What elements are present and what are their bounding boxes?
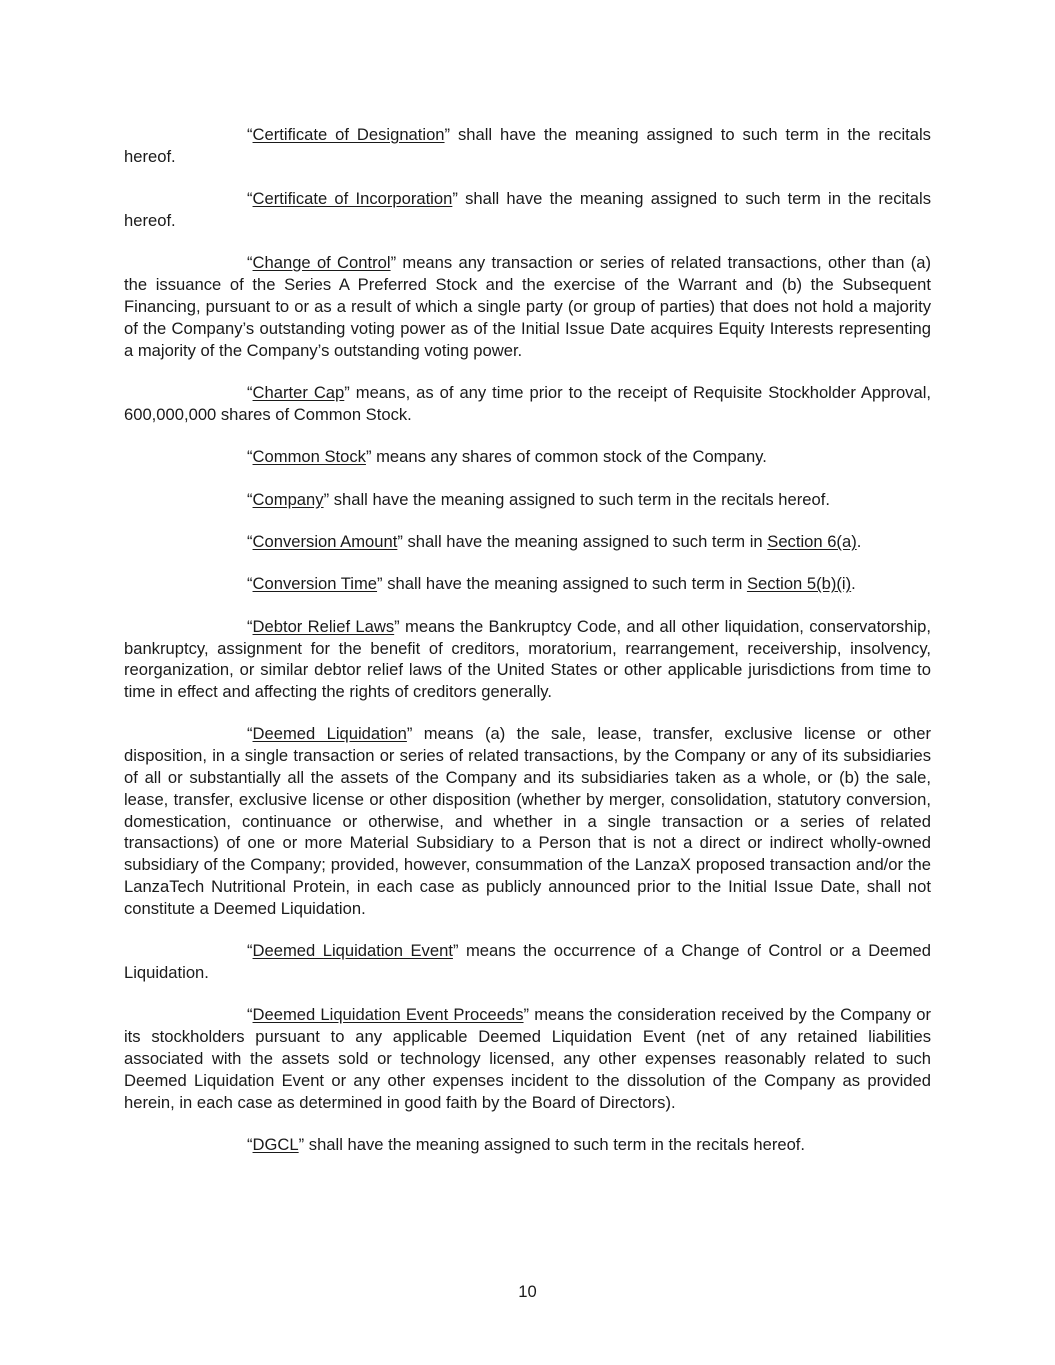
definition-deemed-liquidation-event-proceeds: “Deemed Liquidation Event Proceeds” means the consideration received by the Company or its stockholders pursuant to any applicable Deemed Liquidation Event (net of any retained liabilities associated with the assets sold or technology licensed, any other expenses reasonably related to such Deemed Liquidation Event or any other expenses incident to the dissolution of the Company as provided herein, in each case as determined in good faith by the Board of Directors). (124, 1005, 932, 1112)
definition-debtor-relief-laws: “Debtor Relief Laws” means the Bankruptcy Code, and all other liquidation, conservatorship, bankruptcy, assignment for the benefit of creditors, moratorium, rearrangement, receivership, insolvency, reorganization, or similar debtor relief laws of the United States or other applicable jurisdictions from time to time in effect and affecting the rights of creditors generally. (124, 616, 931, 702)
definition-text: shall have the meaning assigned to such term in (382, 574, 747, 594)
definition-text: shall have the meaning assigned to such term in the recitals hereof. (124, 189, 931, 230)
defined-term: Common Stock (252, 447, 366, 467)
document-page (124, 124, 931, 1176)
definition-text: means the Bankruptcy Code, and all other liquidation, conservatorship, bankruptcy, assignment for the benefit of creditors, moratorium, rearrangement, receivership, insolvency, reorganization, or similar debtor relief laws of the United States or other applicable jurisdictions from time to time in effect and affecting the rights of creditors generally. (124, 616, 931, 702)
defined-term: Deemed Liquidation Event Proceeds (252, 1005, 524, 1025)
definition-conversion-amount: “Conversion Amount” shall have the meaning assigned to such term in Section 6(a). (247, 531, 862, 551)
definition-charter-cap: “Charter Cap” means, as of any time prior to the receipt of Requisite Stockholder Approval, 600,000,000 shares of Common Stock. (124, 382, 931, 424)
defined-term: Certificate of Incorporation (252, 189, 453, 209)
definition-text: means the consideration received by the Company or its stockholders pursuant to any applicable Deemed Liquidation Event (net of any retained liabilities associated with the assets sold or technology licensed, any other expenses reasonably related to such Deemed Liquidation Event or any other expenses incident to the dissolution of the Company as provided herein, in each case as determined in good faith by the Board of Directors). (124, 1005, 932, 1112)
definition-common-stock: “Common Stock” means any shares of common stock of the Company. (247, 447, 767, 467)
section-reference-link[interactable]: Section 5(b)(i) (746, 574, 852, 594)
definition-text: means any shares of common stock of the Company. (371, 447, 767, 467)
definition-deemed-liquidation: “Deemed Liquidation” means (a) the sale, lease, transfer, exclusive license or other disposition, in a single transaction or series of related transactions, by the Company or any of its subsidiaries of all or substantially all the assets of the Company and its subsidiaries taken as a whole, or (b) the sale, lease, transfer, exclusive license or other disposition (whether by merger, consolidation, statutory conversion, domestication, continuance or otherwise, and whether in a single transaction or a series of related transactions) of one or more Material Subsidiary to a Person that is not a direct or indirect wholly-owned subsidiary of the Company; provided, however, consummation of the LanzaX proposed transaction and/or the LanzaTech Nutritional Protein, in each case as publicly announced prior to the Initial Issue Date, shall not constitute a Deemed Liquidation. (124, 724, 931, 918)
defined-term: Debtor Relief Laws (252, 616, 395, 636)
definition-text: shall have the meaning assigned to such term in the recitals hereof. (124, 125, 931, 166)
defined-term: Change of Control (252, 253, 391, 273)
defined-term: Conversion Time (252, 574, 378, 594)
definition-text: means any transaction or series of related transactions, other than (a) the issuance of the Series A Preferred Stock and the exercise of the Warrant and (b) the Subsequent Financing, pursuant to or as a result of which a single party (or group of parties) that does not hold a majority of the Company’s outstanding voting power as of the Initial Issue Date acquires Equity Interests representing a majority of the Company’s outstanding voting power. (124, 253, 931, 360)
definition-text: shall have the meaning assigned to such term in (402, 531, 768, 551)
definition-text: shall have the meaning assigned to such term in the recitals hereof. (329, 489, 830, 509)
definition-text-end: . (851, 574, 856, 594)
definition-text: means (a) the sale, lease, transfer, exclusive license or other disposition, in a single transaction or series of related transactions, by the Company or any of its subsidiaries of all or substantially all the assets of the Company and its subsidiaries taken as a whole, or (b) the sale, lease, transfer, exclusive license or other disposition (whether by merger, consolidation, statutory conversion, domestication, continuance or otherwise, and whether in a single transaction or a series of related transactions) of one or more Material Subsidiary to a Person that is not a direct or indirect wholly-owned subsidiary of the Company; provided, however, consummation of the LanzaX proposed transaction and/or the LanzaTech Nutritional Protein, in each case as publicly announced prior to the Initial Issue Date, shall not constitute a Deemed Liquidation. (124, 724, 931, 918)
definition-deemed-liquidation-event: “Deemed Liquidation Event” means the occurrence of a Change of Control or a Deemed Liquidation. (124, 941, 931, 983)
definition-text-end: . (856, 531, 862, 551)
definition-text: means the occurrence of a Change of Control or a Deemed Liquidation. (124, 941, 931, 983)
definition-certificate-of-incorporation: “Certificate of Incorporation” shall have the meaning assigned to such term in the recitals hereof. (124, 189, 931, 230)
defined-term: Certificate of Designation (252, 125, 445, 144)
defined-term: Deemed Liquidation (252, 724, 407, 744)
page-number: 10 (518, 1282, 537, 1301)
defined-term: Deemed Liquidation Event (252, 941, 453, 961)
definition-conversion-time: “Conversion Time” shall have the meaning assigned to such term in Section 5(b)(i). (247, 574, 856, 594)
defined-term: Charter Cap (252, 382, 345, 402)
section-reference-link[interactable]: Section 6(a) (767, 531, 857, 551)
definition-dgcl: “DGCL” shall have the meaning assigned to such term in the recitals hereof. (247, 1135, 806, 1155)
definition-certificate-of-designation: “Certificate of Designation” shall have the meaning assigned to such term in the recitals hereof. (124, 125, 931, 166)
defined-term: Company (252, 489, 324, 509)
definition-text: means, as of any time prior to the receipt of Requisite Stockholder Approval, 600,000,000 shares of Common Stock. (124, 382, 931, 424)
defined-term: Conversion Amount (252, 531, 398, 551)
definition-text: shall have the meaning assigned to such term in the recitals hereof. (304, 1135, 806, 1155)
definition-change-of-control: “Change of Control” means any transaction or series of related transactions, other than (a) the issuance of the Series A Preferred Stock and the exercise of the Warrant and (b) the Subsequent Financing, pursuant to or as a result of which a single party (or group of parties) that does not hold a majority of the Company’s outstanding voting power as of the Initial Issue Date acquires Equity Interests representing a majority of the Company’s outstanding voting power. (124, 253, 931, 360)
definition-company: “Company” shall have the meaning assigned to such term in the recitals hereof. (247, 489, 830, 509)
defined-term: DGCL (252, 1135, 299, 1155)
